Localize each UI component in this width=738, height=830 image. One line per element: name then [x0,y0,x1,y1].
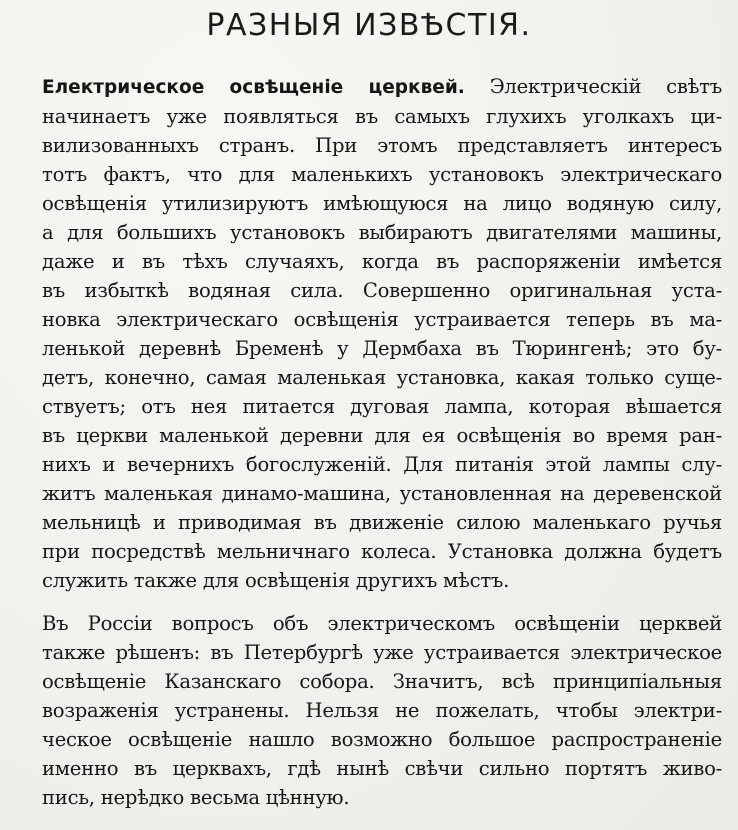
line-text: пись, нерѣдко весьма цѣнную. [42,786,350,809]
text-line [42,363,722,392]
line-text: начинаетъ уже появляться въ самыхъ глухихъ уголкахъ ци- [42,105,722,128]
line-text: въ церкви маленькой деревни для ея освѣщенія во время ран- [42,424,722,447]
section-heading: РАЗНЫЯ ИЗВѢСТІЯ. [206,8,532,43]
line-text: мельницѣ и приводимая въ движеніе силою маленькаго ручья [42,511,722,534]
paragraph-2 [42,609,722,812]
text-line [42,508,722,537]
line-text: при посредствѣ мельничнаго колеса. Установка должна будетъ [42,540,722,563]
line-text: нихъ и вечернихъ богослуженій. Для питанія этой лампы слу- [42,453,722,476]
line-text: Въ Россіи вопросъ объ электрическомъ освѣщеніи церквей [42,612,722,635]
line-text: вилизованныхъ странъ. При этомъ представляетъ интересъ [42,134,722,157]
text-line [42,305,722,334]
text-line [42,189,722,218]
text-line [42,696,722,725]
text-line [42,160,722,189]
text-line [42,392,722,421]
text-line [42,479,722,508]
text-line [42,72,722,102]
text-line [42,638,722,667]
line-text: житъ маленькая динамо-машина, установленная на деревенской [42,482,722,505]
line-text: возраженія устранены. Нельзя не пожелать, чтобы электри- [42,699,722,722]
article-body [42,72,722,812]
paragraph-1 [42,72,722,595]
line-text: детъ, конечно, самая маленькая установка, какая только суще- [42,366,722,389]
text-line [42,783,722,812]
text-line [42,667,722,696]
line-text: ленькой деревнѣ Бременѣ у Дермбаха въ Тюрингенѣ; это бу- [42,337,722,360]
line-text: новка электрическаго освѣщенія устраивается теперь въ ма- [42,308,722,331]
text-line [42,247,722,276]
line-text: въ избыткѣ водяная сила. Совершенно оригинальная уста- [42,279,722,302]
text-line [42,276,722,305]
text-line [42,537,722,566]
text-line [42,102,722,131]
line-text: также рѣшенъ: въ Петербургѣ уже устраивается электрическое [42,641,722,664]
line-text: ствуетъ; отъ нея питается дуговая лампа, которая вѣшается [42,395,722,418]
line-text: а для большихъ установокъ выбираютъ двигателями машины, [42,221,722,244]
line-text: ческое освѣщеніе нашло возможно большое распространеніе [42,728,722,751]
text-line [42,421,722,450]
text-line [42,450,722,479]
text-line [42,566,722,595]
line-text: служить также для освѣщенія другихъ мѣстъ. [42,569,510,592]
text-line [42,725,722,754]
text-line [42,131,722,160]
line-text: освѣщенія утилизируютъ имѣющуюся на лицо водяную силу, [42,192,722,215]
line-text: освѣщеніе Казанскаго собора. Значитъ, всѣ принципіальныя [42,670,722,693]
text-line [42,218,722,247]
line-text: Электрическій свѣтъ [464,75,722,98]
text-line [42,754,722,783]
text-line [42,609,722,638]
text-line [42,334,722,363]
line-text: даже и въ тѣхъ случаяхъ, когда въ распоряженіи имѣется [42,250,722,273]
article-title: Електрическое освѣщеніе церквей. [42,77,465,98]
line-text: именно въ церквахъ, гдѣ нынѣ свѣчи сильно портятъ живо- [42,757,722,780]
line-text: тотъ фактъ, что для маленькихъ установокъ электрическаго [42,163,722,186]
